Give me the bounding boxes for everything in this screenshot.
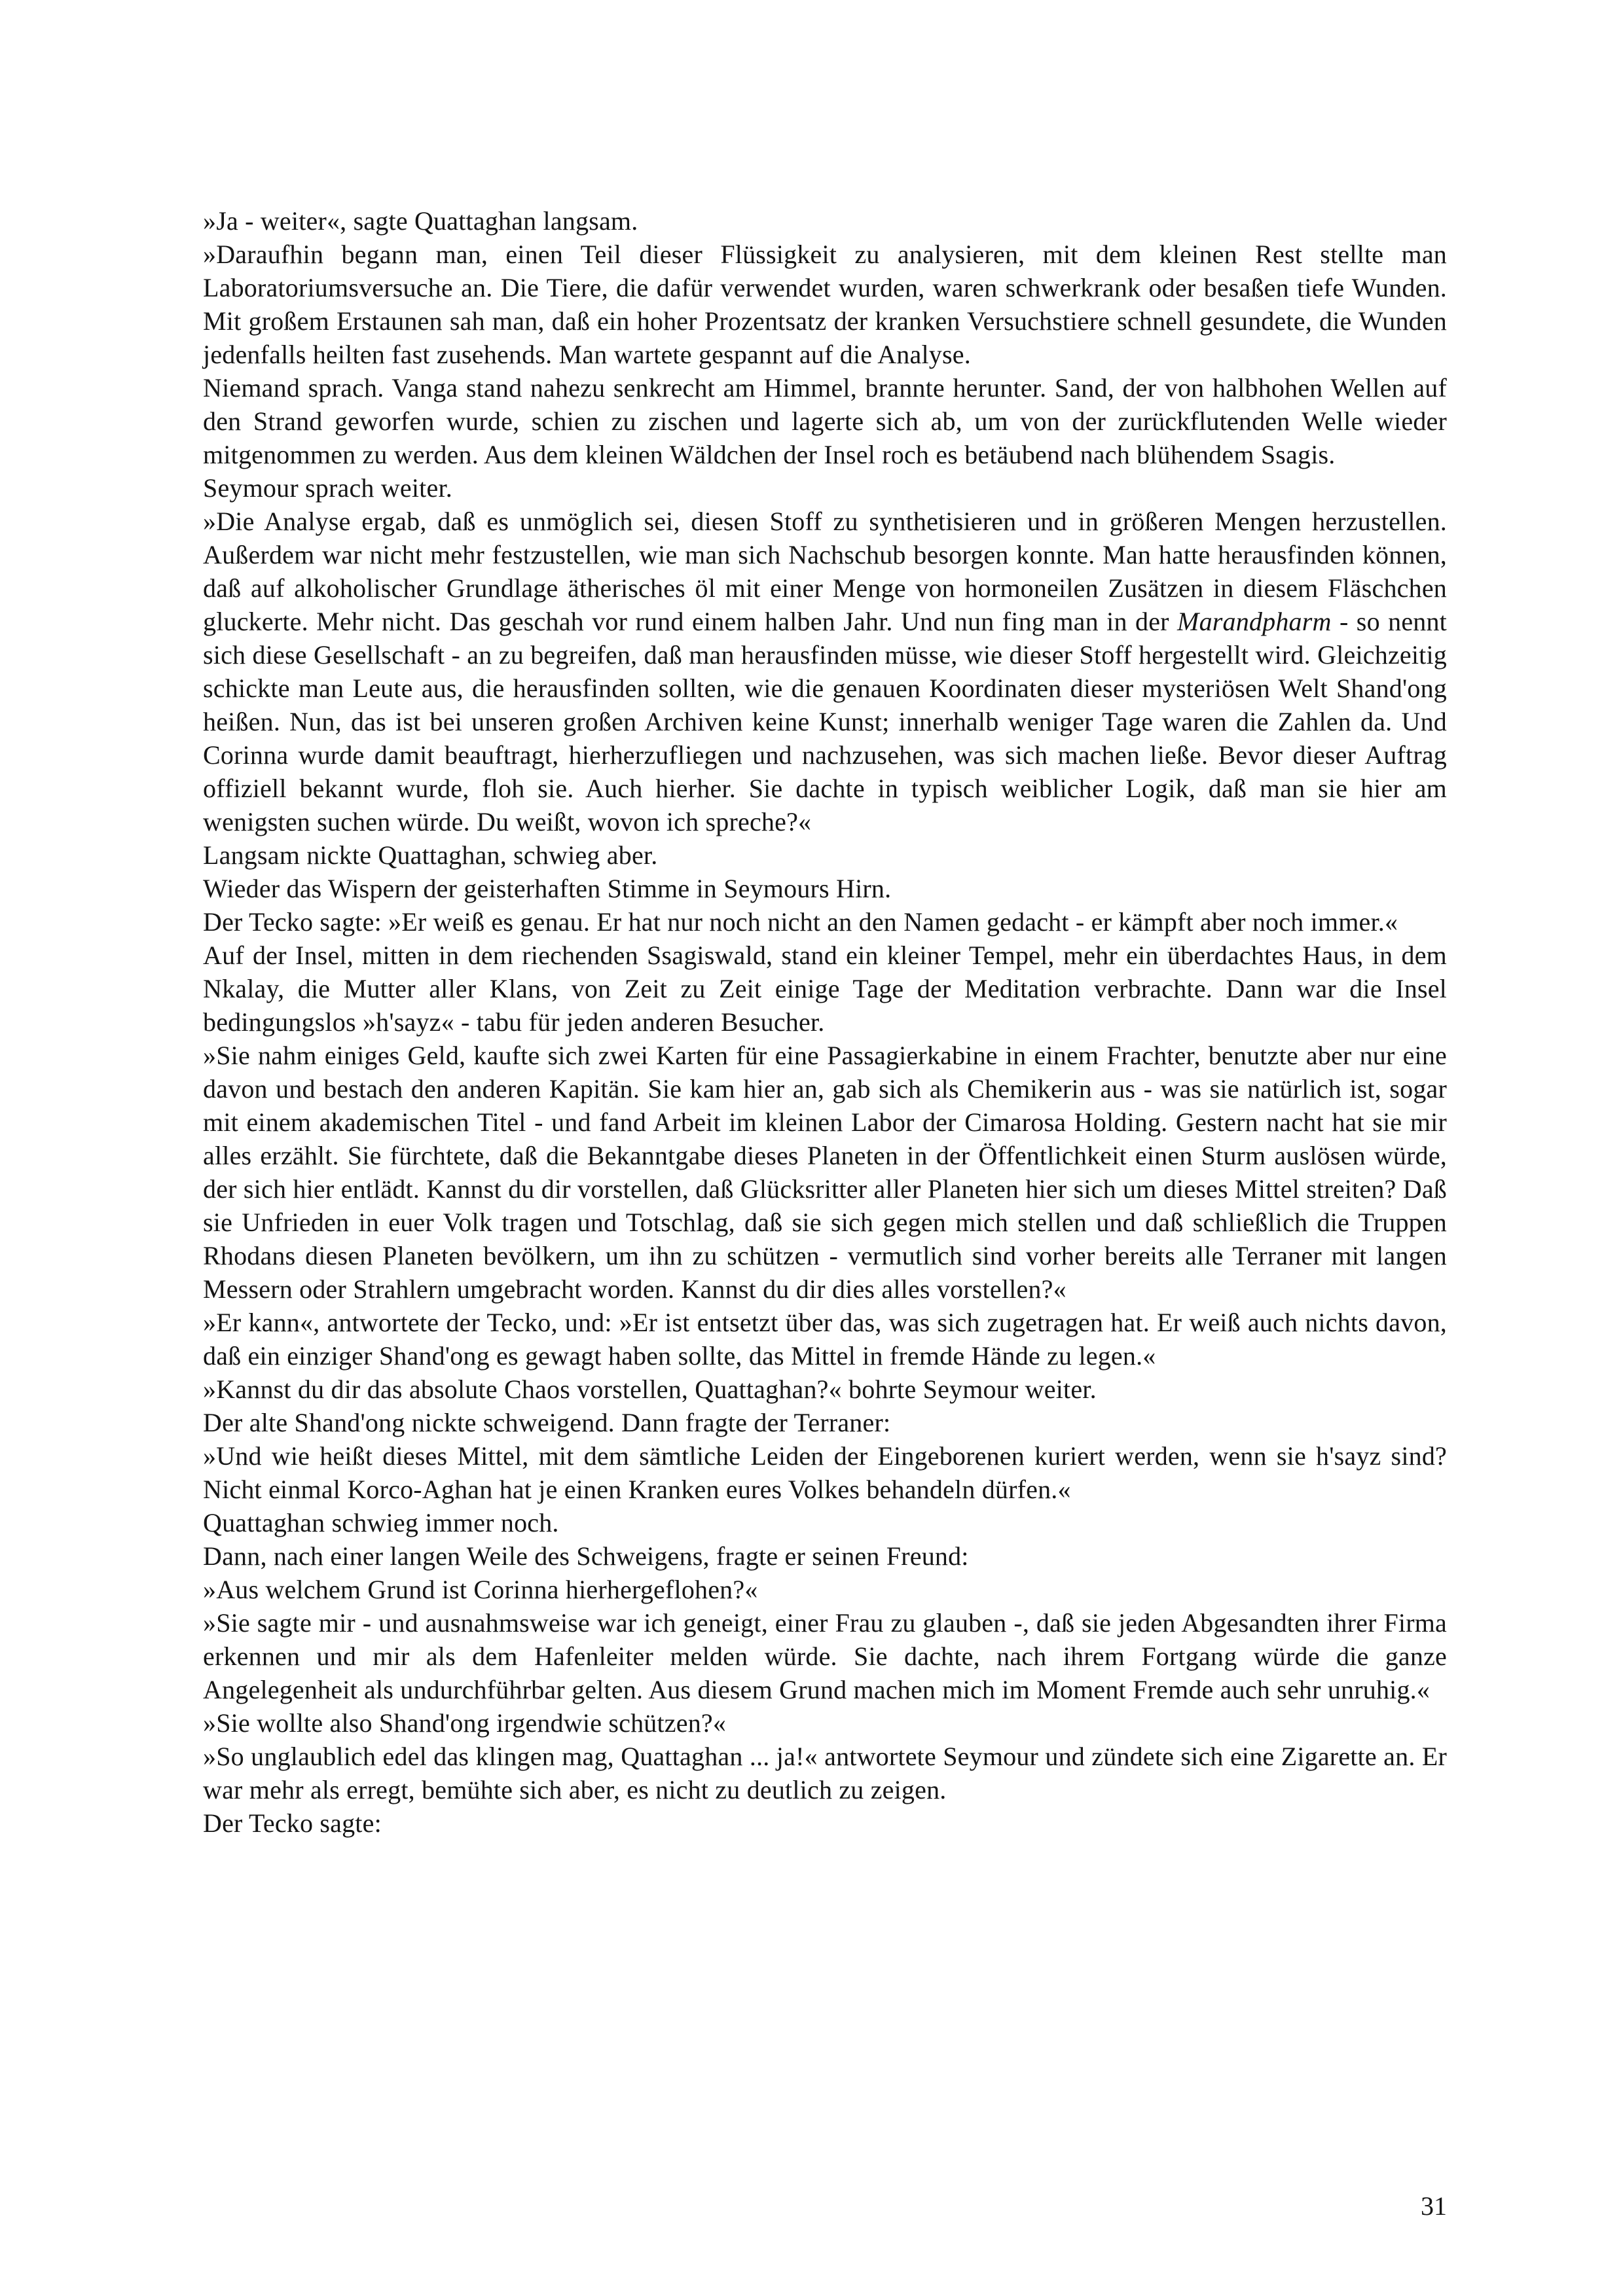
text-run: Dann, nach einer langen Weile des Schweigens, fragte er seinen Freund: [203,1541,969,1571]
paragraph [203,371,1447,471]
text-run: »Er kann«, antwortete der Tecko, und: »Er ist entsetzt über das, was sich zugetragen hat. Er weiß auch nichts davon, daß ein einziger Shand'ong es gewagt haben sollte, das Mittel in fremde Hände zu legen.« [203,1308,1447,1371]
paragraph [203,1606,1447,1706]
text-run: »Daraufhin begann man, einen Teil dieser Flüssigkeit zu analysieren, mit dem kleinen Rest stellte man Laboratoriumsversuche an. Die Tiere, die dafür verwendet wurden, waren schwerkrank oder besaßen tiefe Wunden. Mit großem Erstaunen sah man, daß ein hoher Prozentsatz der kranken Versuchstiere schnell gesundete, die Wunden jedenfalls heilten fast zusehends. Man wartete gespannt auf die Analyse. [203,240,1447,369]
text-run: - so nennt sich diese Gesellschaft - an zu begreifen, daß man herausfinden müsse, wie dieser Stoff hergestellt wird. Gleichzeitig schickte man Leute aus, die herausfinden sollten, wie die genauen Koordinaten dieser mysteriösen Welt Shand'ong heißen. Nun, das ist bei unseren großen Archiven keine Kunst; innerhalb weniger Tage waren die Zahlen da. Und Corinna wurde damit beauftragt, hierherzufliegen und nachzusehen, was sich machen ließe. Bevor dieser Auftrag offiziell bekannt wurde, floh sie. Auch hierher. Sie dachte in typisch weiblicher Logik, daß man sie hier am wenigsten suchen würde. Du weißt, wovon ich spreche?« [203,607,1447,836]
text-run: Quattaghan schwieg immer noch. [203,1508,559,1537]
text-run: »Aus welchem Grund ist Corinna hierhergeflohen?« [203,1575,758,1604]
paragraph [203,1539,1447,1573]
text-run: Niemand sprach. Vanga stand nahezu senkrecht am Himmel, brannte herunter. Sand, der von halbhohen Wellen auf den Strand geworfen wurde, schien zu zischen und lagerte sich ab, um von der zurückflutenden Welle wieder mitgenommen zu werden. Aus dem kleinen Wäldchen der Insel roch es betäubend nach blühendem Ssagis. [203,373,1447,469]
paragraph [203,1406,1447,1439]
paragraph [203,872,1447,905]
text-run: Auf der Insel, mitten in dem riechenden Ssagiswald, stand ein kleiner Tempel, mehr ein überdachtes Haus, in dem Nkalay, die Mutter aller Klans, von Zeit zu Zeit einige Tage der Meditation verbrachte. Dann war die Insel bedingungslos »h'sayz« - tabu für jeden anderen Besucher. [203,941,1447,1037]
paragraph [203,1439,1447,1506]
text-run: Der Tecko sagte: [203,1808,382,1838]
text-run: Der alte Shand'ong nickte schweigend. Dann fragte der Terraner: [203,1408,891,1437]
paragraph [203,1573,1447,1606]
paragraph [203,1039,1447,1306]
paragraph [203,838,1447,872]
text-run: »Sie nahm einiges Geld, kaufte sich zwei Karten für eine Passagierkabine in einem Frachter, benutzte aber nur eine davon und bestach den anderen Kapitän. Sie kam hier an, gab sich als Chemikerin aus - was sie natürlich ist, sogar mit einem akademischen Titel - und fand Arbeit im kleinen Labor der Cimarosa Holding. Gestern nacht hat sie mir alles erzählt. Sie fürchtete, daß die Bekanntgabe dieses Planeten in der Öffentlichkeit einen Sturm auslösen würde, der sich hier entlädt. Kannst du dir vorstellen, daß Glücksritter aller Planeten hier sich um dieses Mittel streiten? Daß sie Unfrieden in euer Volk tragen und Totschlag, daß sie sich gegen mich stellen und daß schließlich die Truppen Rhodans diesen Planeten bevölkern, um ihn zu schützen - vermutlich sind vorher bereits alle Terraner mit langen Messern oder Strahlern umgebracht worden. Kannst du dir dies alles vorstellen?« [203,1041,1447,1304]
paragraph [203,939,1447,1039]
paragraph [203,1806,1447,1840]
paragraph [203,905,1447,939]
paragraph [203,1506,1447,1539]
text-run: »Sie sagte mir - und ausnahmsweise war ich geneigt, einer Frau zu glauben -, daß sie jeden Abgesandten ihrer Firma erkennen und mir als dem Hafenleiter melden würde. Sie dachte, nach ihrem Fortgang würde die ganze Angelegenheit als undurchführbar gelten. Aus diesem Grund machen mich im Moment Fremde auch sehr unruhig.« [203,1608,1447,1704]
paragraph [203,1372,1447,1406]
paragraph [203,238,1447,371]
text-run: Seymour sprach weiter. [203,473,452,503]
text-run: »Die Analyse ergab, daß es unmöglich sei, diesen Stoff zu synthetisieren und in größeren Mengen herzustellen. Außerdem war nicht mehr festzustellen, wie man sich Nachschub besorgen konnte. Man hatte herausfinden können, daß auf alkoholischer Grundlage ätherisches öl mit einer Menge von hormoneilen Zusätzen in diesem Fläschchen gluckerte. Mehr nicht. Das geschah vor rund einem halben Jahr. Und nun fing man in der [203,507,1447,636]
text-run: Der Tecko sagte: »Er weiß es genau. Er hat nur noch nicht an den Namen gedacht - er kämpft aber noch immer.« [203,907,1398,937]
text-run: Langsam nickte Quattaghan, schwieg aber. [203,840,658,870]
paragraph [203,505,1447,838]
text-run: »Sie wollte also Shand'ong irgendwie schützen?« [203,1708,727,1738]
paragraph [203,1306,1447,1372]
text-run: »Und wie heißt dieses Mittel, mit dem sämtliche Leiden der Eingeborenen kuriert werden, wenn sie h'sayz sind? Nicht einmal Korco-Aghan hat je einen Kranken eures Volkes behandeln dürfen.« [203,1441,1447,1504]
text-run: Wieder das Wispern der geisterhaften Stimme in Seymours Hirn. [203,874,892,903]
text-block [203,204,1447,1840]
paragraph [203,471,1447,505]
paragraph [203,1706,1447,1740]
text-run: »Ja - weiter«, sagte Quattaghan langsam. [203,206,638,236]
paragraph [203,204,1447,238]
text-run: »Kannst du dir das absolute Chaos vorstellen, Quattaghan?« bohrte Seymour weiter. [203,1374,1097,1404]
text-run: »So unglaublich edel das klingen mag, Quattaghan ... ja!« antwortete Seymour und zündete sich eine Zigarette an. Er war mehr als erregt, bemühte sich aber, es nicht zu deutlich zu zeigen. [203,1742,1447,1804]
italic-text-run: Marandpharm [1177,607,1332,636]
paragraph [203,1740,1447,1806]
page-number: 31 [1421,2191,1447,2221]
